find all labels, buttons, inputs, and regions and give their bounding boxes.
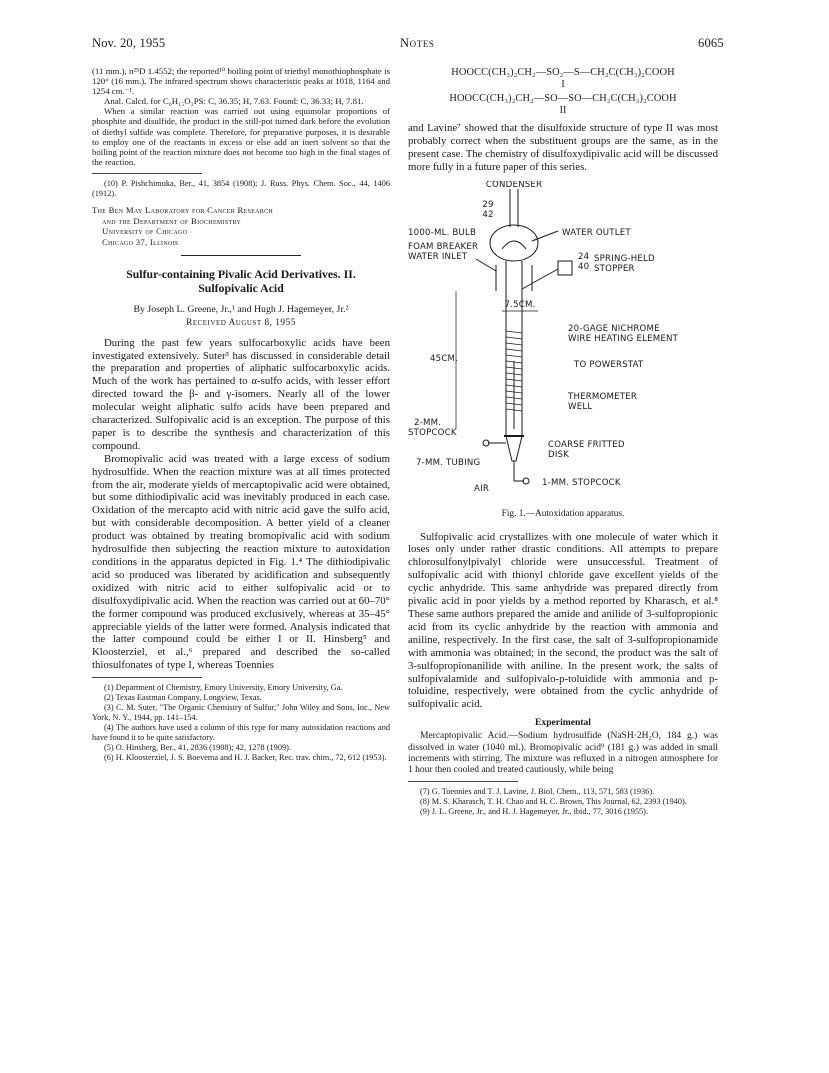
label-stopper: STOPPER <box>594 264 635 275</box>
label-water-inlet: WATER INLET <box>408 252 468 263</box>
affiliation-address <box>92 205 390 247</box>
article-title <box>92 268 390 295</box>
section-divider <box>181 255 301 256</box>
article-title-line: Sulfur-containing Pivalic Acid Derivatives. II. <box>126 267 356 282</box>
foam-breaker-shape <box>502 241 526 249</box>
label-stopcock-1mm: 1-MM. STOPCOCK <box>542 478 621 489</box>
article-subtitle-line: Sulfopivalic Acid <box>198 280 284 295</box>
left-column <box>92 66 390 763</box>
address-line: and the Department of Biochemistry <box>102 215 242 226</box>
label-water-outlet: WATER OUTLET <box>562 228 631 239</box>
water-inlet-pipe <box>476 259 496 271</box>
formula-I-number: I <box>561 79 565 91</box>
side-arm <box>522 269 558 289</box>
apparatus-diagram <box>408 181 718 506</box>
label-stopcock-2mm-2: STOPCOCK <box>408 428 457 439</box>
label-joint-top <box>482 200 493 210</box>
label-joint-side-num: 24 <box>578 252 590 263</box>
section-heading-experimental: Experimental <box>535 717 591 729</box>
analysis-line: Anal. Calcd. for C₆H₁₅O₃PS: C, 36.35; H, 7.63. Found: C, 36.33; H, 7.81. <box>104 96 364 107</box>
spring-held-stopper <box>558 261 572 275</box>
label-height: 45CM. <box>430 354 459 365</box>
formula-I: HOOCC(CH₃)₂CH₂—SO₂—S—CH₂C(CH₃)₂COOH <box>451 67 675 78</box>
column-bottom <box>506 436 522 461</box>
label-joint-top-num: 29 <box>482 200 494 211</box>
paragraph-continuation: (11 mm.), n²⁵D 1.4552; the reported¹⁰ boiling point of triethyl monothiophosphate is 120° (16 mm.). The infrared spectrum shows characteristic peaks at 1018, 1164 and 1254 cm.⁻¹. <box>92 66 390 97</box>
label-powerstat: TO POWERSTAT <box>574 360 644 371</box>
label-spring-held: SPRING-HELD <box>594 254 655 265</box>
label-width: 7.5CM. <box>504 300 536 311</box>
label-joint-side-den: 40 <box>578 262 590 273</box>
footnote-rule <box>92 677 202 678</box>
footnotes-left <box>92 683 390 763</box>
running-header-section: Notes <box>400 36 435 50</box>
footnote-10: (10) P. Pishchimuka, Ber., 41, 3854 (1908); J. Russ. Phys. Chem. Soc., 44, 1406 (1912). <box>92 178 390 198</box>
address-line: The Ben May Laboratory for Cancer Research <box>92 204 274 215</box>
label-bulb: 1000-ML. BULB <box>408 228 477 239</box>
label-stopcock-2mm-1: 2-MM. <box>414 418 442 429</box>
figure-caption: Fig. 1.—Autoxidation apparatus. <box>501 509 625 520</box>
footnote: (8) M. S. Kharasch, T. H. Chao and H. C. Brown, This Journal, 62, 2393 (1940). <box>420 797 687 807</box>
bulb-outline <box>490 225 538 261</box>
label-fritted-2: DISK <box>548 450 570 461</box>
label-condenser: CONDENSER <box>485 181 543 191</box>
byline: By Joseph L. Greene, Jr.,¹ and Hugh J. Hagemeyer, Jr.² <box>133 303 349 315</box>
footnote: (9) J. L. Greene, Jr., and H. J. Hagemeyer, Jr., ibid., 77, 3016 (1955). <box>420 807 649 817</box>
label-joint-top-den: 42 <box>482 210 494 221</box>
intro-paragraph: During the past few years sulfocarboxylic acids have been investigated extensively. Suter³ has discussed in considerable detail the preparation and properties of aliphatic sulfocarboxylic acids. Much of the work has pertained to α-sulfo acids, with lesser effort directed toward the β- and γ-isomers. Nearly all of the lower molecular weight aliphatic sulfo acids have been prepared and characterized. Sulfopivalic acid is an exception. The purpose of this paper is to describe the synthesis and characterization of this compound. <box>92 336 390 452</box>
figure-autoxidation-apparatus <box>408 181 718 506</box>
label-nichrome-2: WIRE HEATING ELEMENT <box>568 334 679 345</box>
label-nichrome-1: 20-GAGE NICHROME <box>568 324 660 335</box>
running-header-date: Nov. 20, 1955 <box>92 36 166 50</box>
paragraph-similar-reaction: When a similar reaction was carried out using equimolar proportions of phosphite and disulfide, the product in the still-pot turned dark before the evolution of diethyl sulfide was complete. Therefore, for preparative purposes, it is desirable to employ one of the reactants in excess or else add an inert solvent so that the boiling point of the reaction mixture does not become too high in the final stages of the reaction. <box>92 106 390 167</box>
footnote-rule <box>408 781 518 782</box>
address-line: Chicago 37, Illinois <box>102 236 179 247</box>
experimental-paragraph: Mercaptopivalic Acid.—Sodium hydrosulfide (NaSH·2H₂O, 184 g.) was dissolved in water (1040 ml.). Bromopivalic acid⁹ (181 g.) was added in small increments with stirring. The mixture was refluxed in a nitrogen atmosphere for 1 hour then cooled and treated cautiously, while being <box>408 731 718 775</box>
label-tubing: 7-MM. TUBING <box>416 458 481 469</box>
footnote: (5) O. Hinsberg, Ber., 41, 2836 (1908); 42, 1278 (1909). <box>104 743 291 753</box>
formula-II-number: II <box>559 105 567 117</box>
address-line: University of Chicago <box>102 226 188 237</box>
label-fritted-1: COARSE FRITTED <box>548 440 625 451</box>
right-column <box>408 66 718 817</box>
sulfopivalic-paragraph: Sulfopivalic acid crystallizes with one molecule of water which it loses only under rather drastic conditions. All attempts to prepare chlorosulfonylpivalyl chloride were unsuccessful. Treatment of sulfopivalic acid with thionyl chloride gave excellent yields of the cyclic anhydride. This same anhydride was prepared directly from pivalic acid in poor yields by a method reported by Kharasch, et al.⁸ These same authors prepared the amide and anilide of 3-sulfopropionic acid from its cyclic anhydride by the reaction with ammonia and aniline, respectively. In the first case, the salt of 3-sulfopropionamide with ammonia was obtained; in the second, the product was the salt of 3-sulfopropionanilide with aniline. In the present work, the salts of sulfopivalamide and sulfopivalo-p-toluidide with ammonia and p-toluidine, respectively, were obtained from the cyclic anhydride of sulfopivalic acid. <box>408 530 718 711</box>
footnote: (4) The authors have used a column of this type for many autoxidation reactions and have found it to be quite satisfactory. <box>92 723 390 743</box>
page-number: 6065 <box>698 36 724 50</box>
footnote: (2) Texas Eastman Company, Longview, Texas. <box>104 693 262 703</box>
footnote-rule <box>92 173 202 174</box>
lavine-paragraph: and Lavine⁷ showed that the disulfoxide structure of type II was most probably correct when the substituent groups are the same, as in the present case. The chemistry of disulfoxydipivalic acid will be discussed more fully in a future paper of this series. <box>408 121 718 173</box>
label-thermometer-2: WELL <box>568 402 593 413</box>
footnote: (1) Department of Chemistry, Emory University, Emory University, Ga. <box>104 683 343 693</box>
footnotes-right <box>408 787 718 817</box>
formula-II: HOOCC(CH₃)₂CH₂—SO—SO—CH₂C(CH₃)₂COOH <box>449 92 677 104</box>
footnote: (3) C. M. Suter, "The Organic Chemistry of Sulfur," John Wiley and Sons, Inc., New York, N. Y., 1944, pp. 141–154. <box>92 703 390 723</box>
synthesis-paragraph: Bromopivalic acid was treated with a large excess of sodium hydrosulfide. When the reaction mixture was at all times protected from the air, moderate yields of mercaptopivalic acid were obtained, but some dithiodipivalic acid was inevitably produced in each case. Oxidation of the mercapto acid with nitric acid gave the sulfo acid, but with considerable decomposition. A better yield of a cleaner product was obtained by treating bromopivalic acid with sodium hydrosulfide then subjecting the reaction mixture to autoxidation conditions in the apparatus depicted in Fig. 1.⁴ The dithiodipivalic acid so produced was liberated by acidification and subsequently oxidized with nitric acid to either sulfopivalic acid or to disulfoxydipivalic acid. When the reaction was carried out at 60–70° the former compound was produced exclusively, whereas at 35–45° appreciable yields of the latter were formed. Analysis indicated that the latter compound could be either I or II. Hinsberg⁵ and Kloosterziel, et al.,⁶ prepared and described the so-called thiosulfonates of type I, whereas Toennies <box>92 452 390 672</box>
label-foam-breaker: FOAM BREAKER <box>408 242 479 253</box>
label-air: AIR <box>474 484 489 495</box>
label-thermometer-1: THERMOMETER <box>568 392 637 403</box>
footnote: (7) G. Toennies and T. J. Lavine, J. Biol. Chem., 113, 571, 583 (1936). <box>420 787 655 797</box>
footnote: (6) H. Kloosterziel, J. S. Boevema and H. J. Backer, Rec. trav. chim., 72, 612 (1953). <box>104 753 387 763</box>
received-date: Received August 8, 1955 <box>186 317 296 328</box>
